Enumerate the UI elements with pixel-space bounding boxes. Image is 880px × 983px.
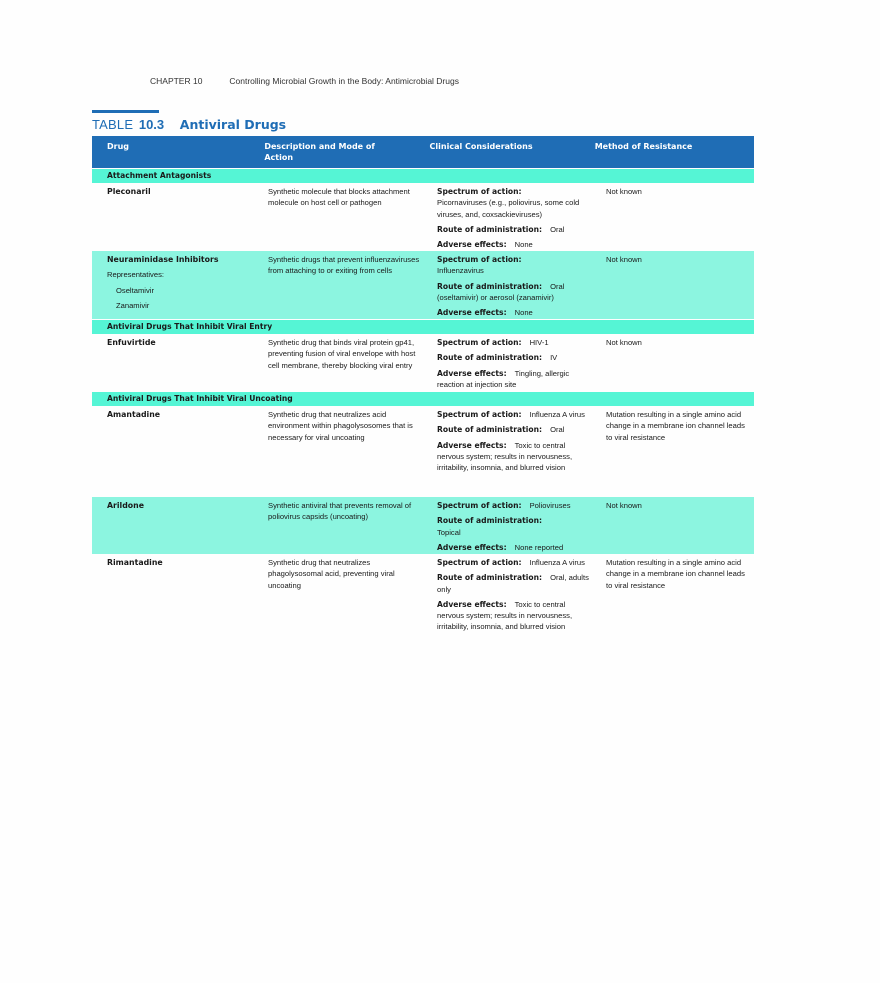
- chapter-label: CHAPTER 10: [150, 76, 203, 86]
- clinical-cell: [437, 337, 606, 391]
- clinical-cell: [437, 409, 606, 497]
- spectrum-value: Picornaviruses (e.g., poliovirus, some cold viruses, and, coxsackieviruses): [437, 198, 580, 219]
- table-row: [92, 406, 754, 497]
- spectrum: [437, 409, 594, 420]
- route-label: Route of administration:: [437, 516, 543, 526]
- route-value: Oral: [550, 425, 565, 435]
- adverse: [437, 440, 594, 474]
- section-header: Antiviral Drugs That Inhibit Viral Uncoating: [92, 392, 754, 406]
- resistance-cell: Not known: [606, 338, 642, 347]
- resistance-cell: Not known: [606, 255, 642, 264]
- adverse: [437, 368, 594, 391]
- description-cell: Synthetic molecule that blocks attachment molecule on host cell or pathogen: [268, 187, 410, 208]
- adverse-value: Toxic to central nervous system; results in nervousness, irritability, insomnia, and blurred vision: [437, 599, 573, 632]
- spectrum: [437, 500, 594, 511]
- adverse-label: Adverse effects:: [437, 440, 507, 450]
- route: [437, 515, 594, 538]
- table-row: [92, 554, 754, 654]
- route-value: Oral: [550, 224, 565, 234]
- adverse-value: None: [514, 308, 533, 318]
- adverse-label: Adverse effects:: [437, 368, 507, 378]
- route-value: Oral, adults only: [437, 573, 589, 594]
- table-name: Antiviral Drugs: [179, 117, 287, 132]
- drug-cell: [92, 557, 268, 654]
- drug-name: Neuraminidase Inhibitors: [107, 255, 219, 264]
- table-row: [92, 183, 754, 251]
- spectrum-value: HIV-1: [529, 338, 549, 347]
- route-value: Oral (oseltamivir) or aerosol (zanamivir): [437, 281, 565, 302]
- spectrum-label: Spectrum of action:: [437, 255, 522, 264]
- adverse-label: Adverse effects:: [437, 542, 507, 552]
- resistance-cell: Mutation resulting in a single amino acid change in a membrane ion channel leads to viral resistance: [606, 410, 745, 442]
- col-header-description: [264, 136, 429, 168]
- drug-cell: [92, 186, 268, 251]
- route-label: Route of administration:: [437, 425, 543, 435]
- adverse-value: Tingling, allergic reaction at injection site: [437, 368, 570, 389]
- route: [437, 352, 594, 363]
- section-header: Antiviral Drugs That Inhibit Viral Entry: [92, 320, 754, 334]
- adverse-value: None: [514, 240, 533, 250]
- spectrum: [437, 186, 594, 220]
- spectrum-label: Spectrum of action:: [437, 338, 522, 347]
- adverse: [437, 239, 594, 250]
- drug-name: Amantadine: [107, 410, 161, 419]
- description-cell: Synthetic drug that neutralizes phagolysosomal acid, preventing viral uncoating: [268, 558, 395, 590]
- drug-cell: [92, 500, 268, 554]
- representative: Oseltamivir: [116, 285, 154, 295]
- route: [437, 424, 594, 435]
- adverse-label: Adverse effects:: [437, 240, 507, 250]
- representative: Zanamivir: [116, 300, 150, 310]
- chapter-title: Controlling Microbial Growth in the Body: Antimicrobial Drugs: [229, 76, 459, 86]
- drug-name: Rimantadine: [107, 558, 163, 567]
- spectrum-value: Influenzavirus: [437, 266, 484, 276]
- drug-name: Enfuvirtide: [107, 338, 156, 347]
- col-header-resistance: Method of Resistance: [594, 142, 693, 151]
- description-cell: Synthetic drug that neutralizes acid environment within phagolysosomes that is necessary for viral uncoating: [268, 410, 413, 442]
- adverse: [437, 307, 594, 318]
- spectrum-label: Spectrum of action:: [437, 410, 522, 419]
- description-cell: Synthetic antiviral that prevents removal of poliovirus capsids (uncoating): [268, 501, 412, 522]
- table-title: [92, 117, 286, 132]
- adverse-value: None reported: [514, 542, 564, 552]
- resistance-cell: Not known: [606, 501, 642, 510]
- clinical-cell: [437, 254, 606, 319]
- table-header: [92, 136, 754, 168]
- adverse: [437, 542, 594, 553]
- clinical-cell: [437, 557, 606, 654]
- route-value: Topical: [437, 527, 461, 537]
- spectrum: [437, 557, 594, 568]
- clinical-cell: [437, 500, 606, 554]
- spectrum-label: Spectrum of action:: [437, 501, 522, 510]
- drug-cell: [92, 409, 268, 497]
- table-row: [92, 334, 754, 391]
- route-label: Route of administration:: [437, 281, 543, 291]
- col-header-clinical: Clinical Considerations: [429, 142, 533, 151]
- spectrum-value: Polioviruses: [529, 501, 571, 510]
- route: [437, 572, 594, 595]
- resistance-cell: Mutation resulting in a single amino acid change in a membrane ion channel leads to viral resistance: [606, 558, 745, 590]
- spectrum-value: Influenza A virus: [529, 410, 585, 419]
- section-header: Attachment Antagonists: [92, 169, 754, 183]
- spectrum-label: Spectrum of action:: [437, 558, 522, 567]
- spectrum: [437, 337, 594, 348]
- table-number: 10.3: [138, 117, 165, 132]
- clinical-cell: [437, 186, 606, 251]
- table-label: TABLE: [92, 117, 134, 132]
- route-label: Route of administration:: [437, 353, 543, 363]
- route: [437, 224, 594, 235]
- drug-name: Arildone: [107, 501, 145, 510]
- running-head: [150, 76, 459, 86]
- route-value: IV: [550, 353, 558, 363]
- route: [437, 281, 594, 304]
- antiviral-drugs-table: [92, 136, 754, 654]
- description-cell: Synthetic drugs that prevent influenzaviruses from attaching to or exiting from cells: [268, 255, 420, 276]
- spectrum: [437, 254, 594, 277]
- table-row: [92, 251, 754, 319]
- adverse-value: Toxic to central nervous system; results in nervousness, irritability, insomnia, and blurred vision: [437, 440, 573, 473]
- route-label: Route of administration:: [437, 224, 543, 234]
- resistance-cell: Not known: [606, 187, 642, 196]
- table-row: [92, 497, 754, 554]
- drug-name: Pleconaril: [107, 187, 151, 196]
- col-header-drug: Drug: [107, 142, 130, 151]
- route-label: Route of administration:: [437, 573, 543, 583]
- spectrum-label: Spectrum of action:: [437, 187, 522, 196]
- adverse-label: Adverse effects:: [437, 599, 507, 609]
- title-rule: [92, 110, 159, 113]
- drug-cell: [92, 337, 268, 391]
- adverse-label: Adverse effects:: [437, 308, 507, 318]
- drug-cell: [92, 254, 268, 319]
- representatives-label: Representatives:: [107, 270, 164, 280]
- col-header-description-text: Description and Mode of Action: [264, 142, 375, 162]
- spectrum-value: Influenza A virus: [529, 558, 585, 567]
- description-cell: Synthetic drug that binds viral protein gp41, preventing fusion of viral envelope with host cell membrane, thereby blocking viral entry: [268, 338, 416, 370]
- adverse: [437, 599, 594, 633]
